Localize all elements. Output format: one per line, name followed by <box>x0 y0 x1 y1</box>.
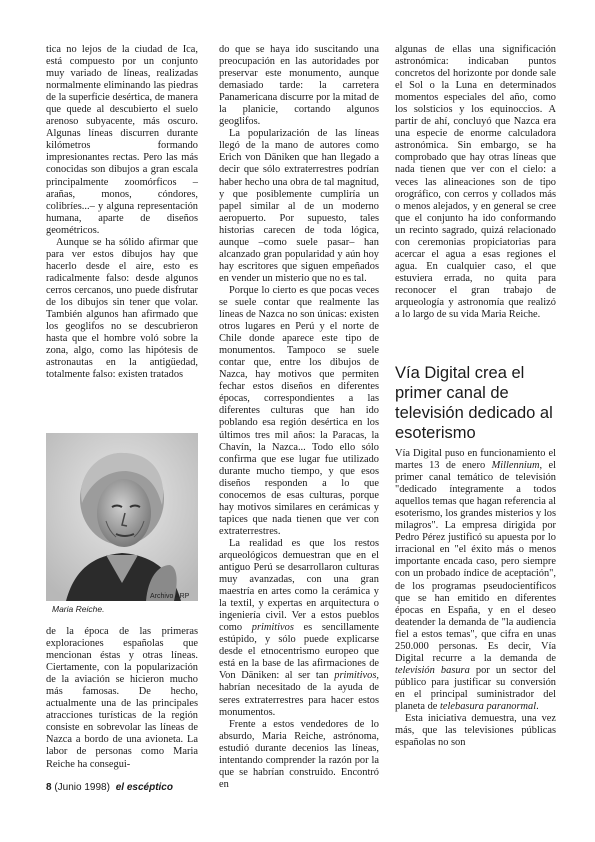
article-column-3 <box>395 44 556 321</box>
paragraph: Aunque se ha sólido afirmar que para ver estos dibujos hay que hacerlo desde el aire, esto es radicalmente falso: desde algunos cerros cercanos, uno puede disfrutar de los dibujos sin tener que volar. También algunos han afirmado que los geoglifos no se descubrieron hasta que el hombre voló sobre la zona, algo, como las hipótesis de astronautas en la antigüedad, totalmente falso: existen tratados <box>46 236 198 381</box>
emphasis: televisión basura <box>395 664 470 676</box>
text-run: por un sector del público para justificar su conversión en el principal suministrador del planeta de <box>395 664 556 712</box>
issue-date: (Junio 1998) <box>54 782 110 793</box>
paragraph: La popularización de las líneas llegó de la mano de autores como Erich von Däniken que han llegado a decir que sólo extraterrestres podrían haber hecho una obra de tal magnitud, y que posiblemente cumpliría un papel similar al de un moderno aeropuerto. Por supuesto, tales historias carecen de toda lógica, aunque –como suele pasar– han alcanzado gran popularidad y aún hoy hay escritores que siguen empeñados en vender un misterio que no es tal. <box>219 128 379 284</box>
text-run: Vía Digital puso en funcionamiento el martes 13 de enero <box>395 448 556 472</box>
news-article-body <box>395 448 556 749</box>
emphasis: Millennium <box>491 460 540 472</box>
article-column-1 <box>46 44 198 381</box>
emphasis: primitivos <box>251 622 294 634</box>
photo-caption: Maria Reiche. <box>52 604 105 614</box>
magazine-name: el escéptico <box>115 782 173 793</box>
article-column-2 <box>219 44 379 791</box>
paragraph: do que se haya ido suscitando una preocupación en las autoridades por preservar este monumento, aunque demasiado tarde: la carretera Panamericana discurre por la mitad de la planicie, cortando algunos geoglifos. <box>219 44 379 128</box>
emphasis: telebasura paranormal <box>440 700 537 712</box>
text-run: habrían necesitado de la ayuda de seres extraterrestres para hacer estos monumentos. <box>219 682 379 718</box>
paragraph: tica no lejos de la ciudad de Ica, está compuesto por un conjunto muy variado de líneas, realizadas normalmente eliminando las piedras de la superficie desértica, de manera que quede al descubierto el suelo arenoso subyacente, más oscuro. Algunas líneas discurren durante kilómetros formando impresionantes rectas. Pero las más conocidas son dibujos a gran escala principalmente zoomórficos – arañas, monos, cóndores, colibríes...– y alguna representación humana, aparte de diseños geométricos. <box>46 44 198 236</box>
paragraph: Porque lo cierto es que pocas veces se suele contar que realmente las líneas de Nazca no son únicas: existen otros lugares en Perú y el norte de Chile donde aparece este tipo de monumentos. Tampoco se suele contar que, entre los dibujos de Nazca, hay motivos que permiten fechar estos diseños en diferentes épocas, correspondientes a las diferentes culturas que han ido poblando esa región desértica en los últimos tres mil años: la Paracas, la Chavín, la Nazca... Todo ello sólo confirma que ese lugar fue utilizado durante mucho tiempo, y que esos diseños responden a lo que conocemos de esas culturas, porque hay motivos similares en cerámicas y tapices que nada tienen que ver con extraterrestres. <box>219 284 379 537</box>
paragraph: algunas de ellas una significación astronómica: indicaban puntos concretos del horizonte por donde sale el Sol o la Luna en determinados momentos especiales del año, como los solsticios y los equinoccios. A partir de ahí, concluyó que Nazca era una especie de enorme calculadora astronómica. Sin embargo, se ha comprobado que hay otras líneas que nada tienen que ver con el cielo: a veces las alineaciones son de tipo orográfico, con cerros y collados más o menos alejados, y en general se cree que el conjunto ha ido conformando un recinto sagrado, quizá relacionado con ceremonias propiciatorias para acercar el agua a esas regiones el agua. En cualquier caso, el que estuviera errada, no quita para reconocer el gran trabajo de arqueología y astronomía que realizó a lo largo de su vida Maria Reiche. <box>395 44 556 321</box>
article-column-1-continued <box>46 626 198 771</box>
paragraph: Esta iniciativa demuestra, una vez más, que las televisiones públicas españolas no son <box>395 713 556 749</box>
paragraph: Frente a estos vendedores de lo absurdo, Maria Reiche, astrónoma, estudió durante decenios las líneas, intentando comprender la razón por la que se habrían construido. Encontró en <box>219 718 379 790</box>
text-run: La realidad es que los restos arqueológicos demuestran que en el antiguo Perú se desarrollaron culturas muy avanzadas, con una gran maestría en artes como la cerámica y la textil, y expertas en arquitectura o ingeniería civil. Ver a estos pueblos como <box>219 537 379 634</box>
page-footer <box>46 782 173 793</box>
portrait-image <box>46 433 198 601</box>
text-run: es sencillamente estúpido, y sólo puede explicarse desde el etnocentrismo europeo que está en la base de las afirmaciones de Von Däniken: al ser tan <box>219 622 379 682</box>
emphasis: primitivos, <box>334 670 379 682</box>
text-run: . <box>536 700 539 712</box>
photo-credit: Archivo ARP <box>150 593 190 600</box>
paragraph: de la época de las primeras exploraciones españolas que mencionan éstas y otras líneas. Ciertamente, con la popularización de la aviación se hicieron mucho más famosas. De hecho, actualmente una de las principales atracciones turísticas de la región consiste en sobrevolar las líneas de Nazca a bordo de una avioneta. La labor de personas como Maria Reiche ha consegui- <box>46 626 198 770</box>
paragraph <box>219 538 379 719</box>
text-run: , el primer canal temático de televisión "dedicado íntegramente a todos aquellos temas que hagan referencia al esoterismo, los grandes misterios y los milagros". La empresa dirigida por Pedro Pérez justificó su apuesta por lo irracional en "el éxito más o menos importante encada caso, pero siempre con un probado índice de aceptación", de los programas pseudocientíficos que se han emitido en diferentes épocas en España, y en el deseo deatender la demanda de "la audiencia fiel a estos temas", que cifra en unas 250.000 personas. Es decir, Vía Digital recurre a la demanda de <box>395 460 556 664</box>
maria-reiche-photo <box>46 433 198 601</box>
paragraph <box>395 448 556 713</box>
article-headline: Vía Digital crea el primer canal de televisión dedicado al esoterismo <box>395 364 553 442</box>
page-number: 8 <box>46 782 52 793</box>
